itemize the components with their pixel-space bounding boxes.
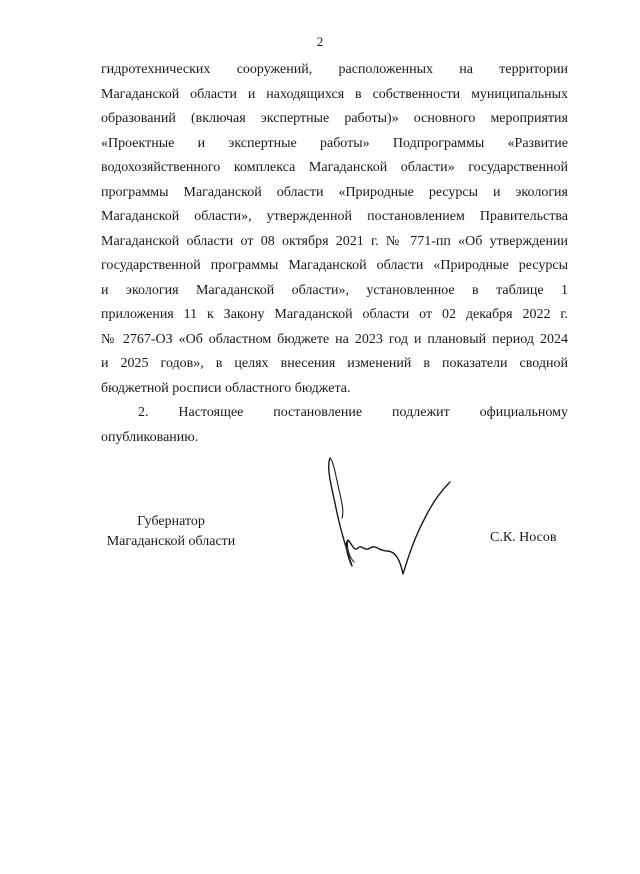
- body-line: бюджетной росписи областного бюджета.: [101, 380, 351, 396]
- body-line: образований (включая экспертные работы)» основного мероприятия: [101, 111, 568, 126]
- body-line: Магаданской области и находящихся в собственности муниципальных: [101, 86, 568, 102]
- body-line: Магаданской области», утвержденной постановлением Правительства: [101, 209, 568, 224]
- signatory-region: Магаданской области: [106, 534, 236, 549]
- body-line: программы Магаданской области «Природные ресурсы и экология: [101, 184, 568, 200]
- body-line: государственной программы Магаданской области «Природные ресурсы: [101, 258, 568, 273]
- page-number: 2: [316, 34, 324, 49]
- body-line: водохозяйственного комплекса Магаданской области» государственной: [101, 160, 568, 175]
- body-line: «Проектные и экспертные работы» Подпрограммы «Развитие: [101, 135, 568, 151]
- body-line: гидротехнических сооружений, расположенных на территории: [101, 62, 568, 77]
- paragraph-2-line: 2. Настоящее постановление подлежит официальному: [138, 405, 568, 420]
- signatory-position: Губернатор: [137, 514, 205, 529]
- document-body: [101, 58, 568, 450]
- paragraph-2-line: опубликованию.: [101, 429, 199, 445]
- signatory-title: [101, 512, 241, 552]
- body-line: Магаданской области от 08 октября 2021 г. № 771-пп «Об утверждении: [101, 233, 568, 249]
- body-line: приложения 11 к Закону Магаданской области от 02 декабря 2022 г.: [101, 307, 568, 322]
- body-line: и экология Магаданской области», установленное в таблице 1: [101, 282, 568, 298]
- signatory-name: С.К. Носов: [490, 530, 557, 545]
- body-line: и 2025 годов», в целях внесения изменений в показатели сводной: [101, 356, 568, 371]
- handwritten-signature: [318, 448, 458, 583]
- body-line: № 2767-ОЗ «Об областном бюджете на 2023 год и плановый период 2024: [101, 331, 568, 347]
